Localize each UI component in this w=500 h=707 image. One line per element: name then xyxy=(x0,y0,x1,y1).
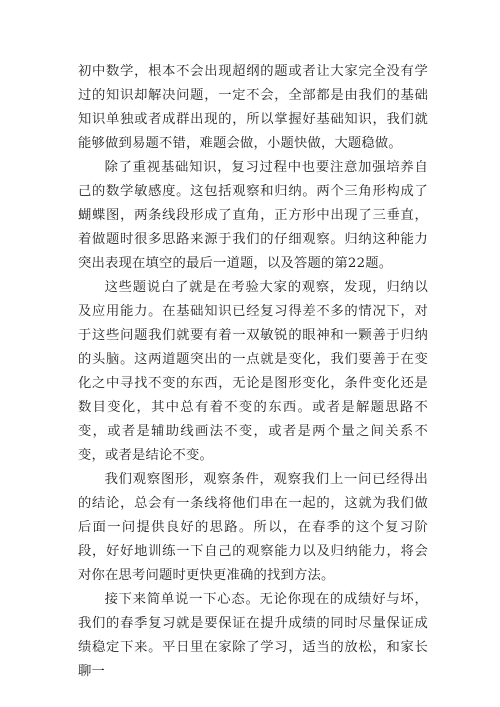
paragraph-observing-figures: 我们观察图形，观察条件，观察我们上一问已经得出的结论，总会有一条线将他们串在一起的，这就为我们做后面一问提供良好的思路。所以，在春季的这个复习阶段，好好地训练一下自己的观察能力以及归纳能力，将会对你在思考问题时更快更准确的找到方法。 xyxy=(78,472,428,583)
paragraph-math-sensitivity: 除了重视基础知识，复习过程中也要注意加强培养自己的数学敏感度。这包括观察和归纳。两个三角形构成了蝴蝶图，两条线段形成了直角，正方形中出现了三垂直，着做题时很多思路来源于我们的仔细观察。归纳这种能力突出表现在填空的最后一道题，以及答题的第22题。 xyxy=(78,160,428,271)
paragraph-mindset: 接下来简单说一下心态。无论你现在的成绩好与坏，我们的春季复习就是要保证在提升成绩的同时尽量保证成绩稳定下来。平日里在家除了学习，适当的放松，和家长聊一 xyxy=(78,592,428,679)
paragraph-observation-induction: 这些题说白了就是在考验大家的观察，发现，归纳以及应用能力。在基础知识已经复习得差不多的情况下，对于这些问题我们就要有着一双敏锐的眼神和一颗善于归纳的头脑。这两道题突出的一点就是变化，我们要善于在变化之中寻找不变的东西，无论是图形变化，条件变化还是数目变化，其中总有着不变的东西。或者是解题思路不变，或者是辅助线画法不变，或者是两个量之间关系不变，或者是结论不变。 xyxy=(78,280,428,463)
paragraph-basics-continuation: 初中数学，根本不会出现超纲的题或者让大家完全没有学过的知识却解决问题，一定不会，全部都是由我们的基础知识单独或者成群出现的，所以掌握好基础知识，我们就能够做到易题不错，难题会做，小题快做，大题稳做。 xyxy=(78,64,428,151)
article-body xyxy=(78,60,428,684)
